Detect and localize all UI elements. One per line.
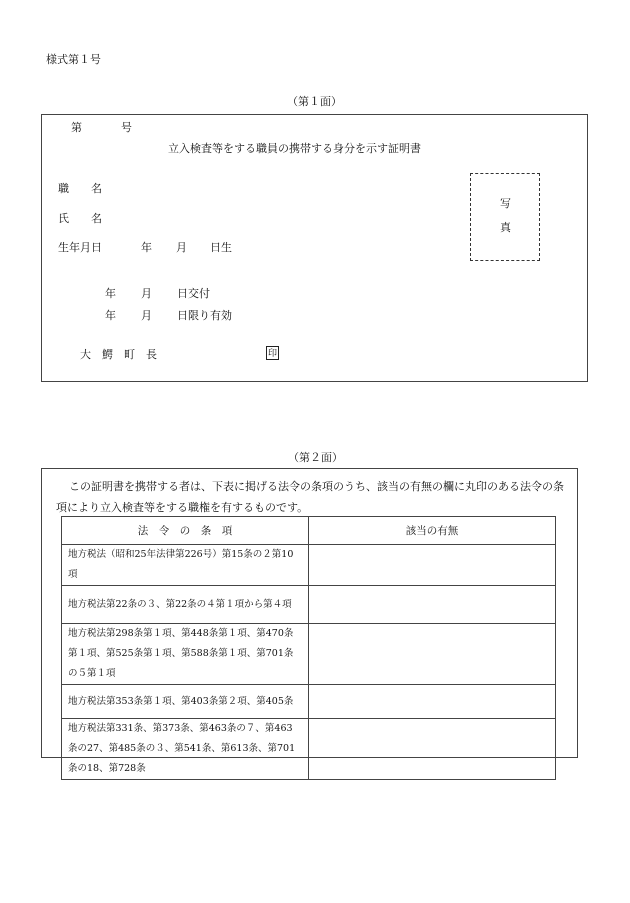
applicable-cell[interactable] xyxy=(309,624,556,685)
provision-cell: 地方税法第298条第１項、第448条第１項、第470条第１項、第525条第１項、第588条第１項、第701条の５第１項 xyxy=(62,624,309,685)
applicable-cell[interactable] xyxy=(309,586,556,624)
table-row xyxy=(62,545,556,586)
issue-year: 年 xyxy=(105,287,116,300)
provision-cell: 地方税法第22条の３、第22条の４第１項から第４項 xyxy=(62,586,309,624)
side2-intro: この証明書を携帯する者は、下表に掲げる法令の条項のうち、該当の有無の欄に丸印のある法令の条項により立入検査等をする職権を有するものです。 xyxy=(56,480,564,514)
applicable-cell[interactable] xyxy=(309,545,556,586)
side2-label: （第２面） xyxy=(288,451,343,464)
position-label: 職 名 xyxy=(58,182,102,195)
cert-number-suffix: 号 xyxy=(121,121,132,134)
valid-day: 日限り有効 xyxy=(177,309,232,322)
provision-cell: 地方税法（昭和25年法律第226号）第15条の２第10項 xyxy=(62,545,309,586)
header-provision: 法 令 の 条 項 xyxy=(62,517,309,545)
issue-day: 日交付 xyxy=(177,287,210,300)
photo-label-1: 写 xyxy=(500,197,511,210)
table-header-row xyxy=(62,517,556,545)
law-provisions-table xyxy=(61,516,556,780)
header-applicable: 該当の有無 xyxy=(309,517,556,545)
issuer-title: 大 鰐 町 長 xyxy=(80,348,157,361)
table-row xyxy=(62,586,556,624)
table-row xyxy=(62,685,556,719)
table-row xyxy=(62,719,556,780)
provision-cell: 地方税法第331条、第373条、第463条の７、第463条の27、第485条の３、第541条、第613条、第701条の18、第728条 xyxy=(62,719,309,780)
table-row xyxy=(62,624,556,685)
side1-label: （第１面） xyxy=(287,95,342,108)
dob-year: 年 xyxy=(141,241,152,254)
cert-number-prefix: 第 xyxy=(71,121,82,134)
applicable-cell[interactable] xyxy=(309,719,556,780)
applicable-cell[interactable] xyxy=(309,685,556,719)
dob-month: 月 xyxy=(176,241,187,254)
photo-placeholder xyxy=(470,173,540,261)
issue-month: 月 xyxy=(141,287,152,300)
name-label: 氏 名 xyxy=(58,212,102,225)
provision-cell: 地方税法第353条第１項、第403条第２項、第405条 xyxy=(62,685,309,719)
dob-day: 日生 xyxy=(210,241,232,254)
certificate-title: 立入検査等をする職員の携帯する身分を示す証明書 xyxy=(168,142,421,155)
form-number: 様式第１号 xyxy=(46,53,101,66)
valid-month: 月 xyxy=(141,309,152,322)
photo-label-2: 真 xyxy=(500,221,511,234)
dob-label: 生年月日 xyxy=(58,241,102,254)
seal-mark: 印 xyxy=(266,346,279,360)
valid-year: 年 xyxy=(105,309,116,322)
